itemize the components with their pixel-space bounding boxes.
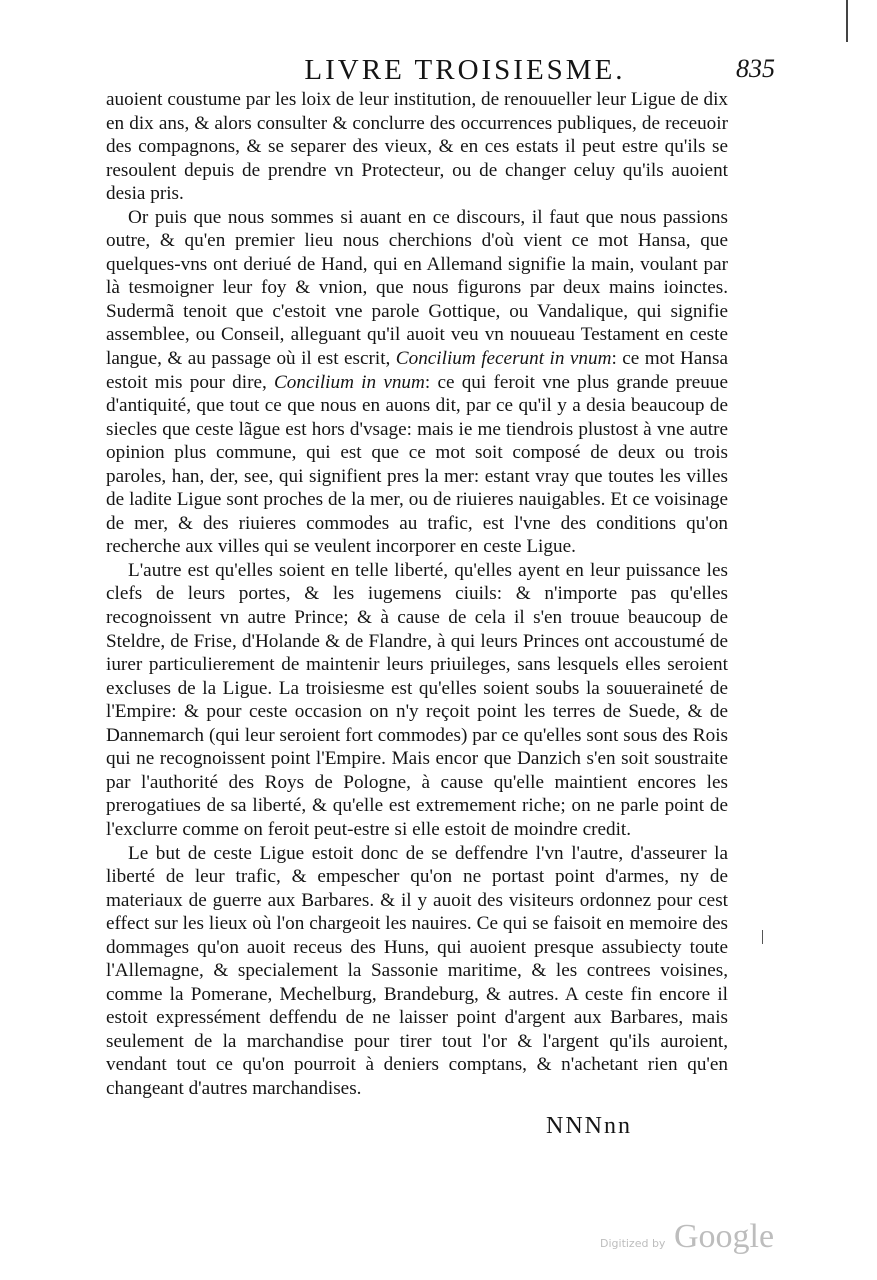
paragraph-2-part-a: Or puis que nous sommes si auant en ce discours, il faut que nous passions outre, & qu'en premier lieu nous cherchions d'où vient ce mot Hansa, que quelques-vns ont deriué de Hand, qui en Allemand signifie la main, voulant par là tesmoigner leur foy & vnion, que nous figurons par deux mains ioinctes. Sudermã tenoit que c'estoit vne parole Gottique, ou Vandalique, qui signifie assemblee, ou Conseil, alleguant qu'il auoit veu vn nouueau Testament en ceste langue, & au passage où il est escrit, xyxy=(106,206,728,370)
page-edge-line xyxy=(846,0,848,42)
digitized-by-label: Digitized by xyxy=(600,1237,666,1250)
book-title: LIVRE TROISIESME. xyxy=(304,54,626,86)
paragraph-2-part-b: : ce mot Hansa estoit mis pour dire, xyxy=(106,348,728,393)
page-number: 835 xyxy=(736,54,775,83)
paragraph-3: L'autre est qu'elles soient en telle liberté, qu'elles ayent en leur puissance les clefs de leurs portes, & les iugemens ciuils: & n'importe pas qu'elles recognoissent vn autre Prince; & à cause de cela il s'en trouue beaucoup de Steldre, de Frise, d'Holande & de Flandre, à qui leurs Princes ont accoustumé de iurer particulierement de maintenir leurs priuileges, sans lesquels elles seroient excluses de la Ligue. La troisiesme est qu'elles soient soubs la souueraineté de l'Empire: & pour ceste occasion on n'y reçoit point les terres de Suede, & de Dannemarch (qui leur seroient fort commodes) par ce qu'elles sont sous des Rois qui ne recognoissent point l'Empire. Mais encor que Danzich s'en soit soustraite par l'authorité des Roys de Pologne, à cause qu'elle maintient encores les prerogatiues de sa liberté, & qu'elle est extremement riche; on ne parle point de l'exclurre comme on feroit peut-estre si elle estoit de moindre credit. xyxy=(106,559,728,840)
signature-mark: NNNnn xyxy=(546,1113,632,1139)
body-text xyxy=(106,88,728,1101)
latin-quote-1: Concilium fecerunt in vnum xyxy=(395,348,612,370)
google-watermark xyxy=(600,1218,790,1262)
latin-quote-2: Concilium in vnum xyxy=(274,371,425,393)
running-head xyxy=(95,54,775,90)
paragraph-2 xyxy=(106,206,728,559)
paragraph-2-part-c: : ce qui feroit vne plus grande preuue d'antiquité, que tout ce que nous en auons dit, par ce qu'il y a desia beaucoup de siecles que ceste lãgue est hors d'vsage: mais ie me tiendrois plustost à vne autre opinion plus commune, qui est que ce mot soit composé de deux ou trois paroles, han, der, see, qui signifient pres la mer: estant vray que toutes les villes de ladite Ligue sont proches de la mer, ou de riuieres nauigables. Et ce voisinage de mer, & des riuieres commodes au trafic, est l'vne des conditions qu'on recherche aux villes qui se veulent incorporer en ceste Ligue. xyxy=(106,371,729,558)
paragraph-1: auoient coustume par les loix de leur institution, de renouueller leur Ligue de dix en dix ans, & alors consulter & conclurre des occurrences publiques, de receuoir des compagnons, & se separer des vieux, & en ces estats il peut estre qu'ils se resoulent depuis de prendre vn Protecteur, ou de changer celuy qu'ils auoient desia pris. xyxy=(106,89,728,205)
google-logo: Google xyxy=(674,1218,775,1255)
margin-mark xyxy=(762,930,763,944)
paragraph-4: Le but de ceste Ligue estoit donc de se deffendre l'vn l'autre, d'asseurer la liberté de leur trafic, & empescher qu'on ne portast point d'armes, ny de materiaux de guerre aux Barbares. & il y auoit des visiteurs ordonnez pour cest effect sur les lieux où l'on chargeoit les nauires. Ce qui se faisoit en memoire des dommages qu'on auoit receus des Huns, qui auoient presque assubiecty toute l'Allemagne, & specialement la Sassonie maritime, & les contrees voisines, comme la Pomerane, Mechelburg, Brandeburg, & autres. A ceste fin encore il estoit expressément deffendu de ne laisser point d'argent aux Barbares, mais seulement de la marchandise pour tirer tout l'or & l'argent qu'ils auroient, vendant tout ce qu'on pourroit à deniers comptans, & n'achetant rien qu'en changeant d'autres marchandises. xyxy=(106,842,728,1099)
